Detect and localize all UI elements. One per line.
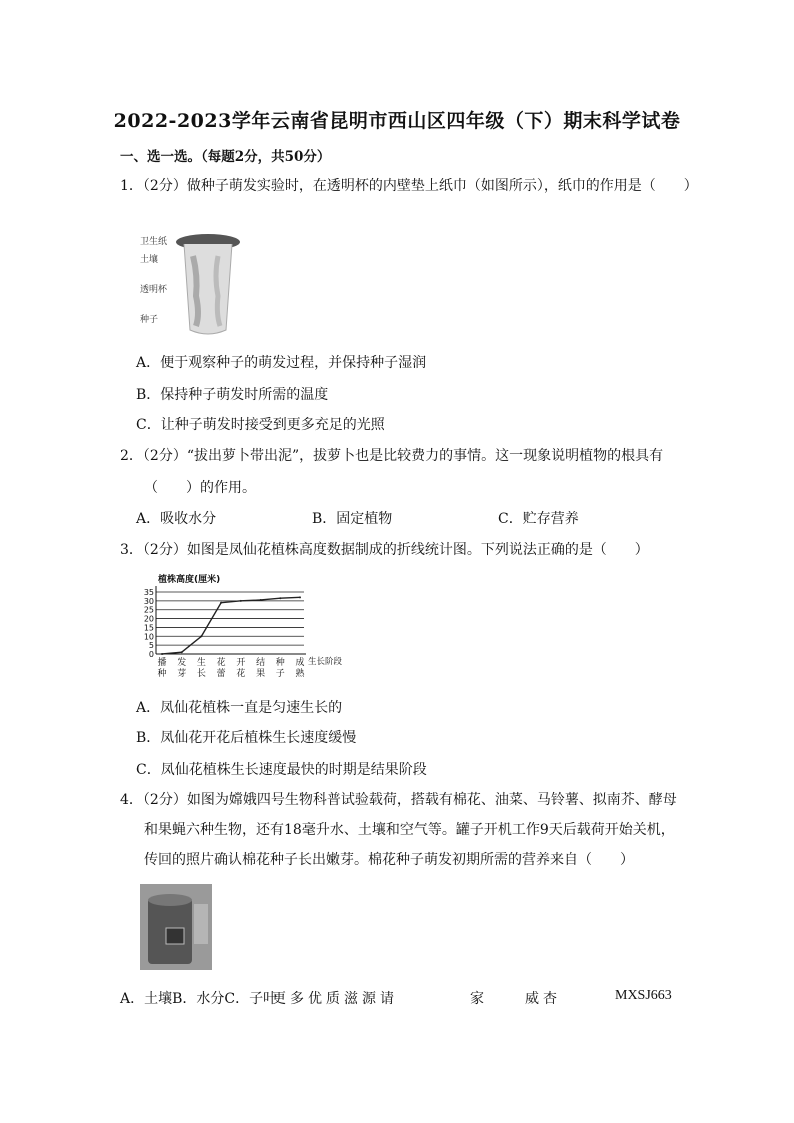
chart-point [299, 596, 301, 598]
chart-ytick-label: 5 [148, 641, 154, 651]
question-4-stem-cont2: 传回的照片确认棉花种子长出嫩芽。棉花种子萌发初期所需的营养来自（ ） [144, 852, 634, 868]
question-2-stem-cont: （ ）的作用。 [144, 480, 256, 496]
growth-line-chart [138, 570, 368, 682]
chart-ytick-label: 25 [143, 605, 154, 615]
chart-xlabel: 生长阶段 [308, 657, 343, 667]
chart-point [161, 653, 163, 655]
question-4-photo [140, 884, 212, 970]
chart-ytick-label: 10 [143, 632, 154, 642]
chart-category-label: 结果 [256, 658, 266, 679]
q1-option-c: C．让种子萌发时接受到更多充足的光照 [136, 417, 385, 433]
chart-point [200, 635, 202, 637]
fig-label-tissue: 卫生纸 [140, 237, 168, 247]
chart-ylabel: 植株高度(厘米) [158, 575, 221, 585]
q4-options: A．土壤B．水分C．子叶 [120, 991, 278, 1007]
chart-ytick-label: 20 [143, 614, 154, 624]
chart-category-label: 种子 [275, 658, 285, 679]
fig-label-cup: 透明杯 [140, 285, 168, 295]
q3-option-c: C．凤仙花植株生长速度最快的时期是结果阶段 [136, 762, 427, 778]
fig-label-seed: 种子 [140, 315, 159, 325]
page-title: 2022-2023学年云南省昆明市西山区四年级（下）期末科学试卷 [113, 110, 681, 132]
chart-category-label: 成熟 [295, 658, 305, 679]
chart-category-label: 开花 [236, 658, 246, 679]
chart-point [260, 599, 262, 601]
fig-label-soil: 土壤 [140, 255, 159, 265]
chart-point [181, 651, 183, 653]
question-2-stem: 2．（2分）“拔出萝卜带出泥”，拔萝卜也是比较费力的事情。这一现象说明植物的根具有 [120, 448, 664, 464]
chart-point [240, 600, 242, 602]
chart-category-label: 花蕾 [216, 658, 226, 679]
q3-option-a: A．凤仙花植株一直是匀速生长的 [136, 700, 343, 716]
chart-point [279, 597, 281, 599]
chart-category-label: 生长 [196, 658, 206, 679]
chart-ytick-label: 30 [143, 596, 154, 606]
question-1-stem: 1．（2分）做种子萌发实验时，在透明杯的内壁垫上纸巾（如图所示），纸巾的作用是（ ） [120, 178, 698, 194]
chart-category-label: 播种 [157, 658, 167, 679]
q2-option-b: B．固定植物 [312, 511, 393, 527]
question-1-figure [138, 226, 248, 338]
cup-illustration [138, 226, 248, 338]
question-4-stem: 4．（2分）如图为嫦娥四号生物科普试验载荷，搭载有棉花、油菜、马铃薯、拟南芥、酵母 [120, 792, 677, 808]
q1-option-a: A．便于观察种子的萌发过程，并保持种子湿润 [136, 355, 427, 371]
watermark-text-2: 家 [470, 991, 484, 1007]
watermark-text-3: 威杏 [525, 991, 561, 1007]
chart-ytick-label: 15 [143, 623, 154, 633]
chart-ytick-label: 0 [148, 650, 154, 659]
chart-point [220, 602, 222, 604]
chart-ytick-label: 35 [143, 588, 154, 597]
chart-category-label: 发芽 [177, 658, 187, 679]
watermark-text-1: 更多优质滋源请 [272, 991, 398, 1007]
watermark-text-4: MXSJ663 [615, 988, 672, 1003]
q2-option-c: C．贮存营养 [498, 511, 579, 527]
q3-option-b: B．凤仙花开花后植株生长速度缓慢 [136, 730, 357, 746]
q2-options [136, 508, 579, 528]
section-heading: 一、选一选。（每题2分，共50分） [120, 149, 331, 165]
question-4-stem-cont1: 和果蝇六种生物，还有18毫升水、土壤和空气等。罐子开机工作9天后载荷开始关机， [144, 822, 675, 838]
question-3-stem: 3．（2分）如图是凤仙花植株高度数据制成的折线统计图。下列说法正确的是（ ） [120, 542, 649, 558]
q1-option-b: B．保持种子萌发时所需的温度 [136, 387, 329, 403]
payload-can-illustration [140, 884, 212, 970]
q2-option-a: A．吸收水分 [136, 511, 217, 527]
